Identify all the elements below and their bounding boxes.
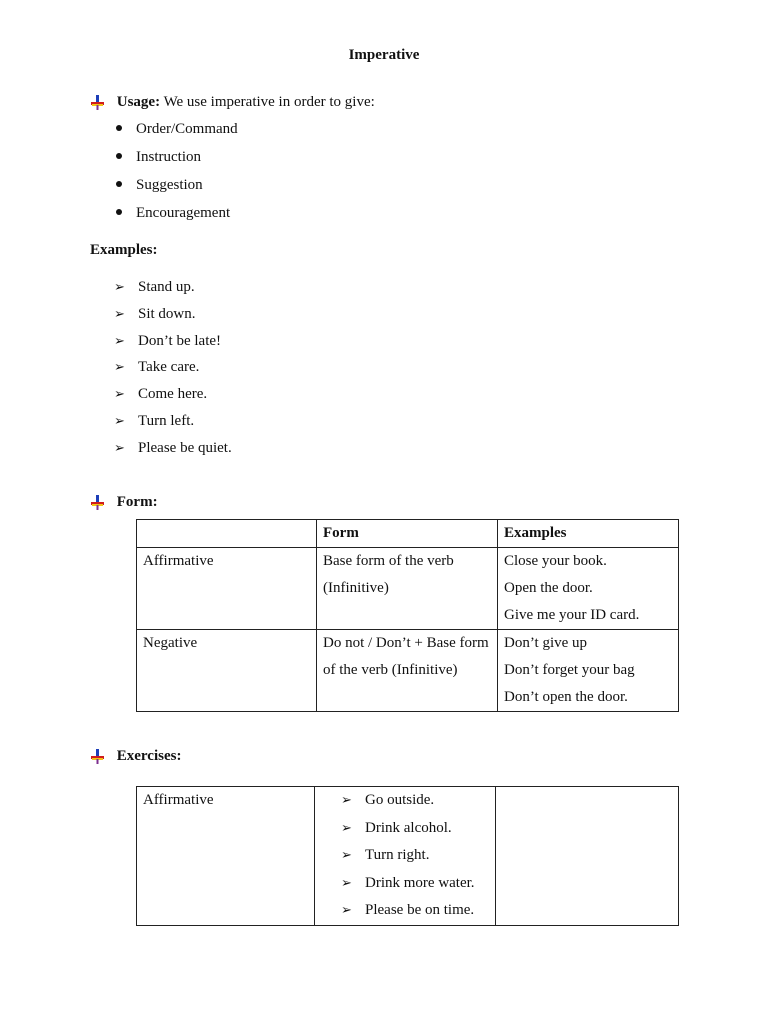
examples-list	[114, 277, 232, 465]
exercises-list	[321, 787, 489, 925]
table-cell-examples: Don’t give up Don’t forget your bag Don’t open the door.	[498, 630, 679, 712]
list-item: Order/Command	[112, 119, 238, 147]
list-item: ➢ Please be on time.	[341, 897, 489, 925]
table-header-row	[137, 520, 679, 548]
usage-label: Usage:	[116, 94, 161, 110]
list-item: Encouragement	[112, 203, 238, 231]
table-row	[137, 548, 679, 630]
pushpin-icon	[90, 749, 105, 764]
bullet-dot-icon	[116, 181, 122, 187]
table-cell-examples: Close your book. Open the door. Give me your ID card.	[498, 548, 679, 630]
usage-text: We use imperative in order to give:	[163, 94, 375, 110]
bullet-dot-icon	[116, 153, 122, 159]
bullet-dot-icon	[116, 125, 122, 131]
table-cell-exercises	[315, 787, 496, 926]
usage-heading	[90, 92, 375, 112]
list-item: ➢ Come here.	[114, 384, 232, 411]
arrowhead-bullet-icon: ➢	[114, 306, 125, 322]
list-item: Instruction	[112, 147, 238, 175]
table-header-cell: Examples	[498, 520, 679, 548]
pushpin-icon	[90, 95, 105, 110]
arrowhead-bullet-icon: ➢	[114, 360, 125, 376]
list-item: ➢ Sit down.	[114, 304, 232, 331]
table-row	[137, 787, 679, 926]
table-row	[137, 630, 679, 712]
table-header-cell	[137, 520, 317, 548]
bullet-dot-icon	[116, 209, 122, 215]
list-item: ➢ Turn left.	[114, 411, 232, 438]
list-item: ➢ Stand up.	[114, 277, 232, 304]
table-cell-answer	[496, 787, 679, 926]
arrowhead-bullet-icon: ➢	[341, 875, 352, 891]
exercises-table	[136, 786, 679, 926]
form-table	[136, 519, 679, 712]
list-item: ➢ Please be quiet.	[114, 438, 232, 465]
table-cell-type: Affirmative	[137, 787, 315, 926]
arrowhead-bullet-icon: ➢	[341, 820, 352, 836]
arrowhead-bullet-icon: ➢	[114, 280, 125, 295]
arrowhead-bullet-icon: ➢	[114, 440, 125, 456]
list-item: ➢ Don’t be late!	[114, 331, 232, 358]
examples-heading: Examples:	[90, 242, 158, 258]
table-cell-form: Do not / Don’t + Base form of the verb (Infinitive)	[317, 630, 498, 712]
table-header-cell: Form	[317, 520, 498, 548]
arrowhead-bullet-icon: ➢	[114, 413, 125, 429]
usage-list	[112, 119, 238, 231]
table-cell-form: Base form of the verb (Infinitive)	[317, 548, 498, 630]
list-item: ➢ Go outside.	[341, 787, 489, 815]
page-title: Imperative	[348, 47, 420, 63]
form-label: Form:	[116, 494, 158, 510]
list-item: ➢ Drink more water.	[341, 870, 489, 898]
list-item: ➢ Take care.	[114, 357, 232, 384]
arrowhead-bullet-icon: ➢	[341, 793, 352, 808]
table-cell-type: Affirmative	[137, 548, 317, 630]
list-item: Suggestion	[112, 175, 238, 203]
form-heading	[90, 492, 158, 512]
arrowhead-bullet-icon: ➢	[341, 903, 352, 919]
table-cell-type: Negative	[137, 630, 317, 712]
arrowhead-bullet-icon: ➢	[114, 387, 125, 403]
pushpin-icon	[90, 495, 105, 510]
arrowhead-bullet-icon: ➢	[341, 848, 352, 864]
exercises-label: Exercises:	[116, 748, 182, 764]
list-item: ➢ Drink alcohol.	[341, 815, 489, 843]
list-item: ➢ Turn right.	[341, 842, 489, 870]
exercises-heading	[90, 746, 181, 766]
arrowhead-bullet-icon: ➢	[114, 333, 125, 349]
